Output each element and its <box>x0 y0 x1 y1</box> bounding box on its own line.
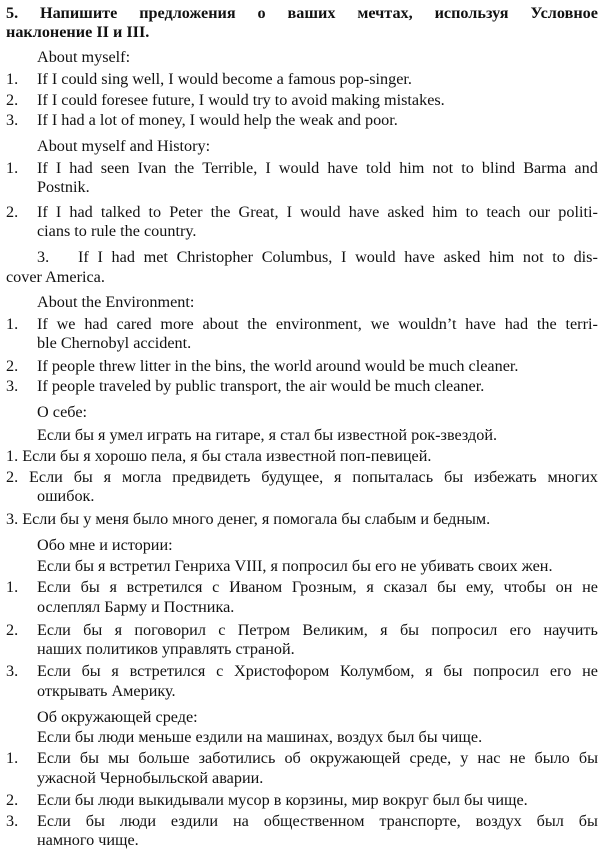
list-text-continued: Postnik. <box>37 178 90 196</box>
list-text: If I had met Christopher Columbus, I would have asked him not to dis- <box>78 248 598 266</box>
list-text-continued: наших политиков управлять страной. <box>37 640 295 658</box>
list-number: 1. <box>6 578 19 596</box>
section-intro: Если бы я умел играть на гитаре, я стал бы известной рок-звездой. <box>37 426 498 444</box>
list-number: 1. <box>6 70 19 88</box>
list-text: If I had a lot of money, I would help the weak and poor. <box>37 111 398 129</box>
list-text-continued: ble Chernobyl accident. <box>37 334 192 352</box>
list-text: If people traveled by public transport, the air would be much cleaner. <box>37 377 485 395</box>
list-number: 3. <box>6 377 19 395</box>
list-number: 2. <box>6 203 19 221</box>
section-heading: About the Environment: <box>37 293 195 311</box>
list-number: 2. <box>6 91 19 109</box>
list-text-continued: ослеплял Барму и Постника. <box>37 598 235 616</box>
list-text: If I had talked to Peter the Great, I would have asked him to teach our politi- <box>37 203 598 221</box>
list-number: 1. <box>6 749 19 767</box>
list-number: 3. <box>6 111 19 129</box>
section-heading: Обо мне и истории: <box>37 536 173 554</box>
list-item: 1. Если бы я хорошо пела, я бы стала известной поп-певицей. <box>6 447 432 465</box>
list-text-continued: ошибок. <box>37 487 95 505</box>
list-number: 2. <box>6 621 19 639</box>
list-text-continued: cians to rule the country. <box>37 222 197 240</box>
list-text: Если бы люди ездили на общественном транспорте, воздух был бы <box>37 812 598 830</box>
section-intro: Если бы люди меньше ездили на машинах, воздух был бы чище. <box>37 728 483 746</box>
list-text: If I had seen Ivan the Terrible, I would have told him not to blind Barma and <box>37 159 598 177</box>
list-number: 3. <box>6 662 19 680</box>
section-intro: Если бы я встретил Генриха VIII, я попросил бы его не убивать своих жен. <box>37 557 553 575</box>
section-heading: О себе: <box>37 403 88 421</box>
exercise-title: 5. Напишите предложения о ваших мечтах, используя Условное <box>6 4 598 22</box>
list-number: 1. <box>6 315 19 333</box>
list-text: Если бы мы больше заботились об окружающей среде, у нас не было бы <box>37 749 598 767</box>
list-text: Если бы я встретился с Христофором Колумбом, я бы попросил его не <box>37 662 598 680</box>
list-text: If people threw litter in the bins, the world around would be much cleaner. <box>37 357 519 375</box>
list-number: 2. <box>6 791 19 809</box>
list-item: 2. Если бы я могла предвидеть будущее, я попыталась бы избежать многих <box>6 468 598 486</box>
list-text-continued: намного чище. <box>37 831 139 849</box>
list-number: 2. <box>6 357 19 375</box>
list-number: 3. <box>6 812 19 830</box>
list-number: 1. <box>6 159 19 177</box>
list-text: If I could foresee future, I would try to avoid making mistakes. <box>37 91 445 109</box>
section-heading: About myself and History: <box>37 137 211 155</box>
list-number: 3. <box>37 248 50 266</box>
list-text: Если бы я поговорил с Петром Великим, я бы попросил его научить <box>37 621 598 639</box>
list-text-continued: ужасной Чернобыльской аварии. <box>37 769 264 787</box>
list-text: Если бы я встретился с Иваном Грозным, я сказал бы ему, чтобы он не <box>37 578 598 596</box>
section-heading: About myself: <box>37 48 131 66</box>
list-item: 3. Если бы у меня было много денег, я помогала бы слабым и бедным. <box>6 510 491 528</box>
list-text: Если бы люди выкидывали мусор в корзины, мир вокруг был бы чище. <box>37 791 528 809</box>
list-text-continued: открывать Америку. <box>37 682 176 700</box>
exercise-title-continued: наклонение II и III. <box>6 23 150 41</box>
list-text: If I could sing well, I would become a famous pop-singer. <box>37 70 412 88</box>
list-text-continued: cover America. <box>6 268 105 286</box>
list-text: If we had cared more about the environment, we wouldn’t have had the terri- <box>37 315 598 333</box>
section-heading: Об окружающей среде: <box>37 708 198 726</box>
